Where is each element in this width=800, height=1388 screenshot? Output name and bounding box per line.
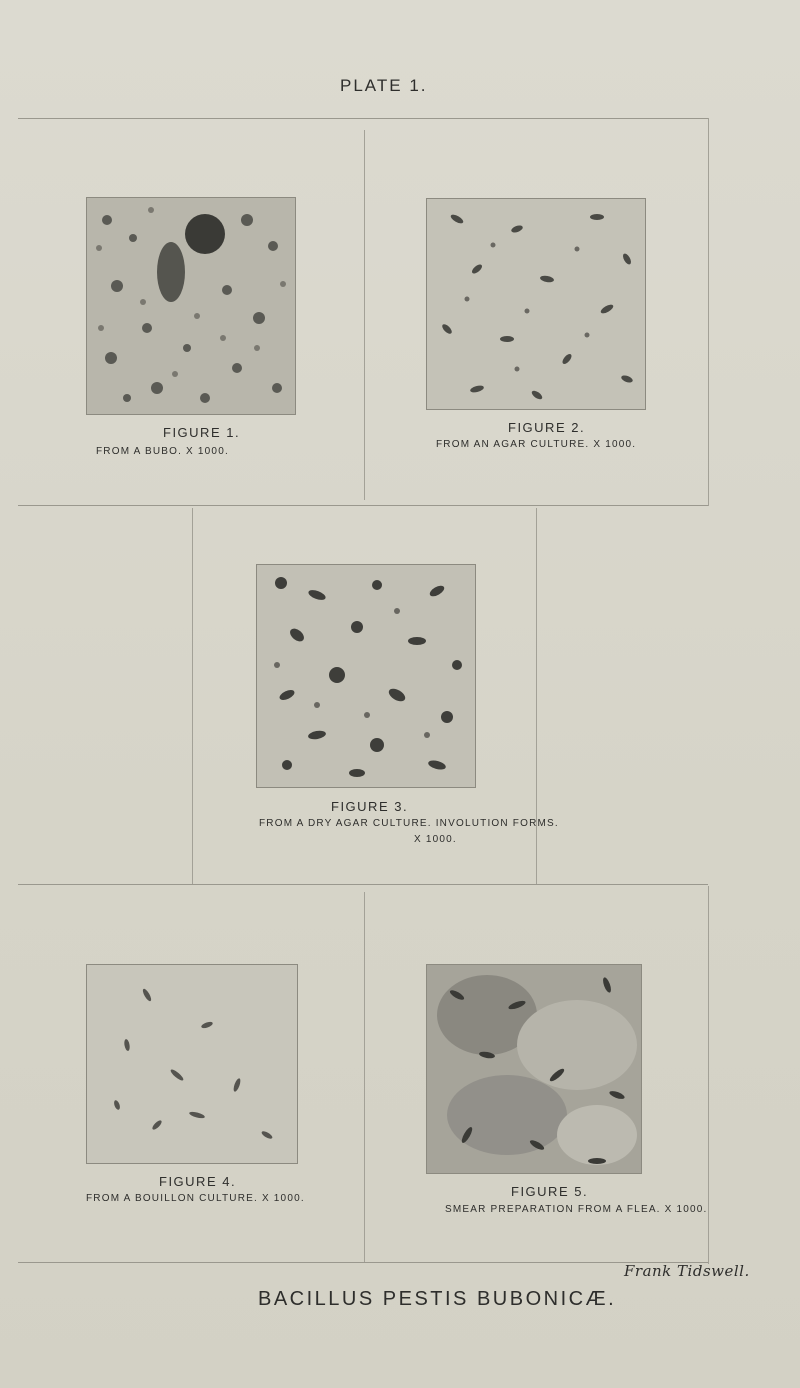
figure-5-micrograph	[426, 964, 642, 1174]
right-rule-bottom	[708, 886, 709, 1264]
figure-1-caption: FROM A BUBO. X 1000.	[96, 446, 229, 457]
plate-title: PLATE 1.	[340, 76, 428, 95]
left-rule-mid	[192, 508, 193, 884]
figure-5-label: FIGURE 5.	[511, 1184, 589, 1199]
top-rule	[18, 118, 708, 119]
center-rule-bottom	[364, 892, 365, 1262]
figure-2-micrograph	[426, 198, 646, 410]
rule-2	[18, 884, 708, 885]
rule-1	[18, 505, 708, 506]
figure-4-label: FIGURE 4.	[159, 1174, 237, 1189]
figure-1-micrograph	[86, 197, 296, 415]
figure-2-caption: FROM AN AGAR CULTURE. X 1000.	[436, 439, 637, 450]
figure-5-caption: SMEAR PREPARATION FROM A FLEA. X 1000.	[445, 1204, 708, 1215]
right-rule-top	[708, 118, 709, 506]
figure-2-label: FIGURE 2.	[508, 420, 586, 435]
figure-3-micrograph	[256, 564, 476, 788]
bottom-rule	[18, 1262, 708, 1263]
figure-3-label: FIGURE 3.	[331, 799, 409, 814]
figure-4-caption: FROM A BOUILLON CULTURE. X 1000.	[86, 1193, 305, 1204]
figure-4-micrograph	[86, 964, 298, 1164]
signature: Frank Tidswell.	[624, 1262, 750, 1280]
plate-main-title: BACILLUS PESTIS BUBONICÆ.	[258, 1288, 617, 1310]
figure-1-label: FIGURE 1.	[163, 425, 241, 440]
figure-3-caption: FROM A DRY AGAR CULTURE. INVOLUTION FORMS.	[259, 818, 559, 829]
center-rule-top	[364, 130, 365, 500]
figure-3-caption-magnification: X 1000.	[414, 834, 457, 845]
